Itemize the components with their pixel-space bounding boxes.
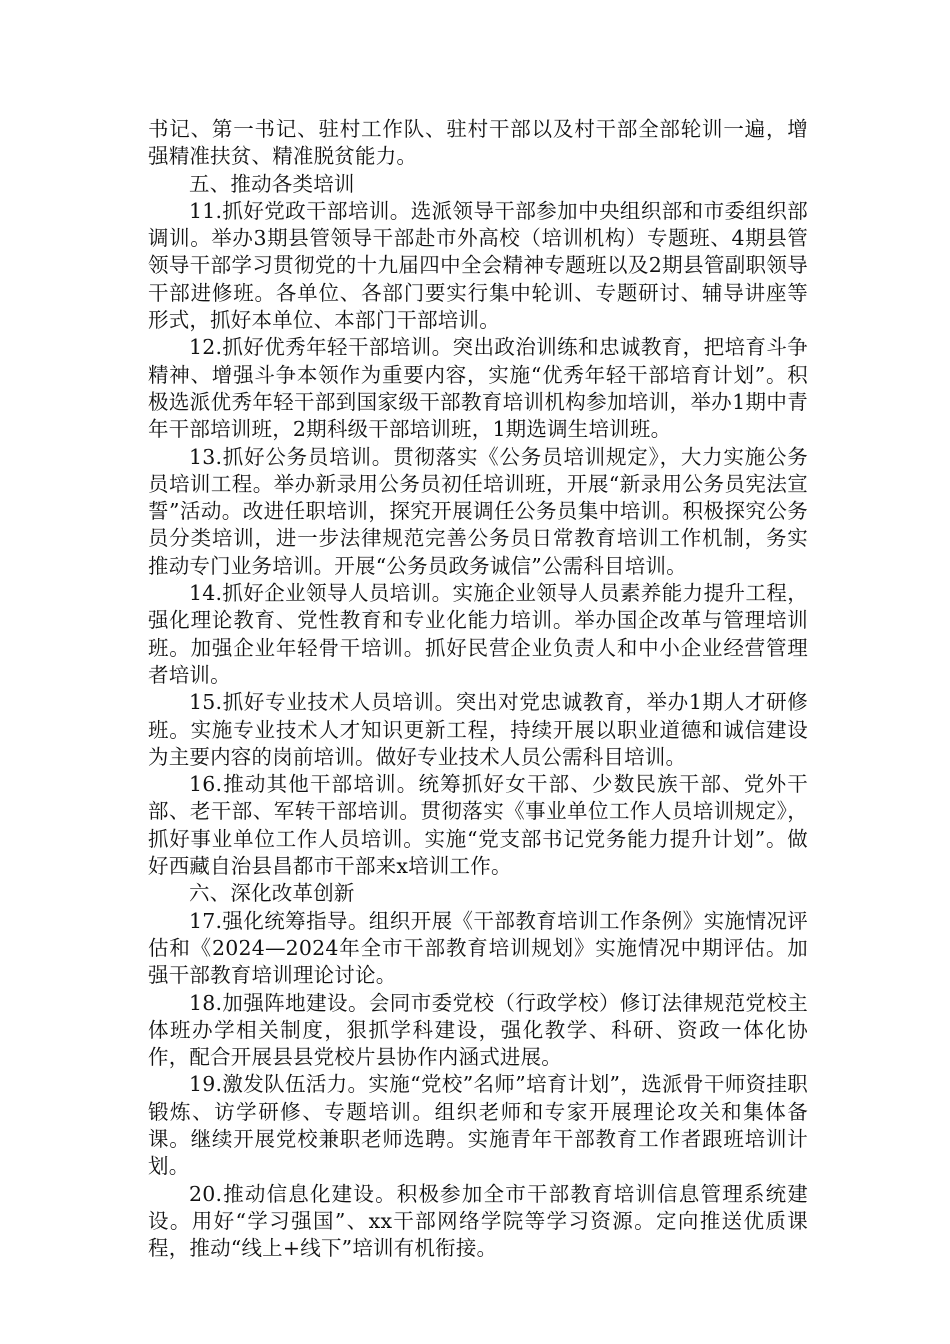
paragraph-item-17: 17.强化统筹指导。组织开展《干部教育培训工作条例》实施情况评估和《2024—2024年全市干部教育培训规划》实施情况中期评估。加强干部教育培训理论讨论。 <box>148 908 808 988</box>
section-heading-five: 五、推动各类培训 <box>189 171 355 196</box>
paragraph-item-19: 19.激发队伍活力。实施“党校”名师”培育计划”，选派骨干师资挂职锻炼、访学研修、专题培训。组织老师和专家开展理论攻关和集体备课。继续开展党校兼职老师选聘。实施青年干部教育工作者跟班培训计划。 <box>148 1072 808 1179</box>
paragraph-item-18: 18.加强阵地建设。会同市委党校（行政学校）修订法律规范党校主体班办学相关制度，狠抓学科建设，强化教学、科研、资政一体化协作，配合开展县县党校片县协作内涵式进展。 <box>148 990 808 1070</box>
paragraph-item-14: 14.抓好企业领导人员培训。实施企业领导人员素养能力提升工程，强化理论教育、党性教育和专业化能力培训。举办国企改革与管理培训班。加强企业年轻骨干培训。抓好民营企业负责人和中小企业经营管理者培训。 <box>148 581 808 687</box>
section-heading-six: 六、深化改革创新 <box>189 881 355 906</box>
paragraph-item-20: 20.推动信息化建设。积极参加全市干部教育培训信息管理系统建设。用好“学习强国”、xx干部网络学院等学习资源。定向推送优质课程，推动“线上+线下”培训有机衔接。 <box>148 1181 808 1261</box>
paragraph-item-11: 11.抓好党政干部培训。选派领导干部参加中央组织部和市委组织部调训。举办3期县管领导干部赴市外高校（培训机构）专题班、4期县管领导干部学习贯彻党的十九届四中全会精神专题班以及2期县管副职领导干部进修班。各单位、各部门要实行集中轮训、专题研讨、辅导讲座等形式，抓好本单位、本部门干部培训。 <box>148 198 808 333</box>
paragraph-item-13: 13.抓好公务员培训。贯彻落实《公务员培训规定》，大力实施公务员培训工程。举办新录用公务员初任培训班，开展“新录用公务员宪法宣誓”活动。改进任职培训，探究开展调任公务员集中培训。积极探究公务员分类培训，进一步法律规范完善公务员日常教育培训工作机制，务实推动专门业务培训。开展“公务员政务诚信”公需科目培训。 <box>148 444 808 578</box>
paragraph-item-12: 12.抓好优秀年轻干部培训。突出政治训练和忠诚教育，把培育斗争精神、增强斗争本领作为重要内容，实施“优秀年轻干部培育计划”。积极选派优秀年轻干部到国家级干部教育培训机构参加培训，举办1期中青年干部培训班，2期科级干部培训班，1期选调生培训班。 <box>148 335 808 442</box>
paragraph-continuation: 书记、第一书记、驻村工作队、驻村干部以及村干部全部轮训一遍，增强精准扶贫、精准脱贫能力。 <box>148 117 808 169</box>
paragraph-item-16: 16.推动其他干部培训。统筹抓好女干部、少数民族干部、党外干部、老干部、军转干部培训。贯彻落实《事业单位工作人员培训规定》，抓好事业单位工作人员培训。实施“党支部书记党务能力提升计划”。做好西藏自治县昌都市干部来x培训工作。 <box>148 772 808 879</box>
paragraph-item-15: 15.抓好专业技术人员培训。突出对党忠诚教育，举办1期人才研修班。实施专业技术人才知识更新工程，持续开展以职业道德和诚信建设为主要内容的岗前培训。做好专业技术人员公需科目培训。 <box>148 690 808 769</box>
document-body <box>148 116 808 1262</box>
